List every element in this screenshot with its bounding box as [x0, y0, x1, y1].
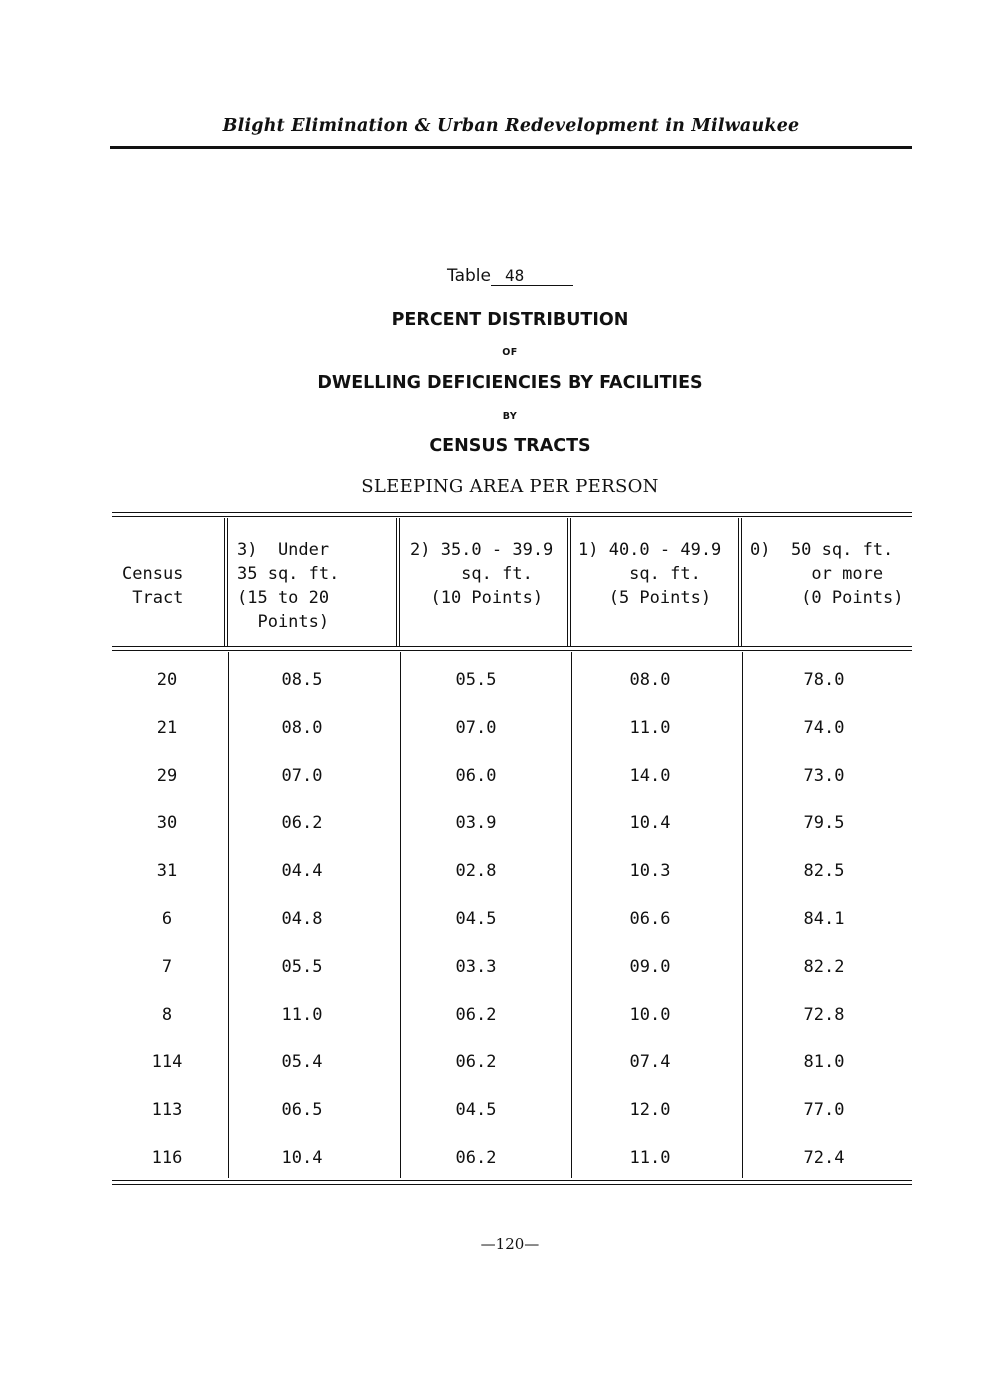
census-tract-cell: 114: [151, 1052, 183, 1072]
header-35-39: 2) 35.0 - 39.9 sq. ft. (10 Points): [410, 540, 554, 608]
header-40-49: 1) 40.0 - 49.9 sq. ft. (5 Points): [578, 540, 722, 608]
percent-cell: 06.2: [455, 1052, 497, 1072]
table-number: 48: [491, 266, 573, 286]
percent-cell: 05.4: [281, 1052, 323, 1072]
percent-cell: 08.5: [281, 670, 323, 690]
percent-cell: 84.1: [803, 909, 845, 929]
percent-cell: 11.0: [629, 718, 671, 738]
percent-cell: 06.0: [455, 766, 497, 786]
percent-cell: 82.5: [803, 861, 845, 881]
title-line-3: CENSUS TRACTS: [429, 436, 591, 456]
census-tract-cell: 6: [161, 909, 173, 929]
header-50-more: 0) 50 sq. ft. or more (0 Points): [750, 540, 904, 608]
table-label: Table: [447, 266, 491, 286]
census-tract-cell: 8: [161, 1005, 173, 1025]
percent-cell: 77.0: [803, 1100, 845, 1120]
percent-cell: 07.4: [629, 1052, 671, 1072]
running-head: Blight Elimination & Urban Redevelopment in Milwaukee: [222, 116, 800, 136]
percent-cell: 02.8: [455, 861, 497, 881]
table-top-rule: [112, 512, 912, 517]
column-divider: [396, 518, 400, 646]
table-bottom-rule: [112, 1180, 912, 1185]
percent-cell: 10.4: [629, 813, 671, 833]
census-tract-cell: 31: [156, 861, 178, 881]
header-bottom-rule: [112, 646, 912, 651]
column-divider: [567, 518, 571, 646]
percent-cell: 11.0: [629, 1148, 671, 1168]
percent-cell: 73.0: [803, 766, 845, 786]
census-tract-cell: 30: [156, 813, 178, 833]
header-census-tract: Census Tract: [122, 564, 184, 608]
percent-cell: 10.0: [629, 1005, 671, 1025]
census-tract-cell: 7: [161, 957, 173, 977]
percent-cell: 08.0: [281, 718, 323, 738]
page-number: —120—: [480, 1235, 540, 1253]
percent-cell: 11.0: [281, 1005, 323, 1025]
title-by: BY: [502, 411, 518, 422]
table-subtitle: SLEEPING AREA PER PERSON: [361, 476, 659, 497]
census-tract-cell: 113: [151, 1100, 183, 1120]
percent-cell: 09.0: [629, 957, 671, 977]
percent-cell: 74.0: [803, 718, 845, 738]
percent-cell: 06.2: [281, 813, 323, 833]
percent-cell: 81.0: [803, 1052, 845, 1072]
title-of: OF: [502, 347, 518, 358]
percent-cell: 07.0: [455, 718, 497, 738]
percent-cell: 10.4: [281, 1148, 323, 1168]
title-line-2: DWELLING DEFICIENCIES BY FACILITIES: [317, 373, 703, 393]
percent-cell: 06.2: [455, 1148, 497, 1168]
column-divider: [742, 652, 743, 1178]
percent-cell: 72.8: [803, 1005, 845, 1025]
percent-cell: 07.0: [281, 766, 323, 786]
census-tract-cell: 20: [156, 670, 178, 690]
percent-cell: 06.6: [629, 909, 671, 929]
percent-cell: 04.5: [455, 909, 497, 929]
percent-cell: 12.0: [629, 1100, 671, 1120]
column-divider: [738, 518, 742, 646]
percent-cell: 79.5: [803, 813, 845, 833]
header-under-35: 3) Under 35 sq. ft. (15 to 20 Points): [237, 540, 340, 632]
percent-cell: 14.0: [629, 766, 671, 786]
percent-cell: 03.3: [455, 957, 497, 977]
percent-cell: 05.5: [455, 670, 497, 690]
column-divider: [571, 652, 572, 1178]
census-tract-cell: 116: [151, 1148, 183, 1168]
table-number-line: [300, 266, 720, 286]
percent-cell: 78.0: [803, 670, 845, 690]
census-tract-cell: 29: [156, 766, 178, 786]
percent-cell: 08.0: [629, 670, 671, 690]
percent-cell: 82.2: [803, 957, 845, 977]
percent-cell: 04.4: [281, 861, 323, 881]
percent-cell: 06.2: [455, 1005, 497, 1025]
percent-cell: 04.8: [281, 909, 323, 929]
percent-cell: 03.9: [455, 813, 497, 833]
census-tract-cell: 21: [156, 718, 178, 738]
column-divider: [224, 518, 228, 646]
percent-cell: 10.3: [629, 861, 671, 881]
title-line-1: PERCENT DISTRIBUTION: [391, 310, 629, 330]
percent-cell: 06.5: [281, 1100, 323, 1120]
percent-cell: 05.5: [281, 957, 323, 977]
percent-cell: 72.4: [803, 1148, 845, 1168]
header-rule: [110, 146, 912, 149]
percent-cell: 04.5: [455, 1100, 497, 1120]
